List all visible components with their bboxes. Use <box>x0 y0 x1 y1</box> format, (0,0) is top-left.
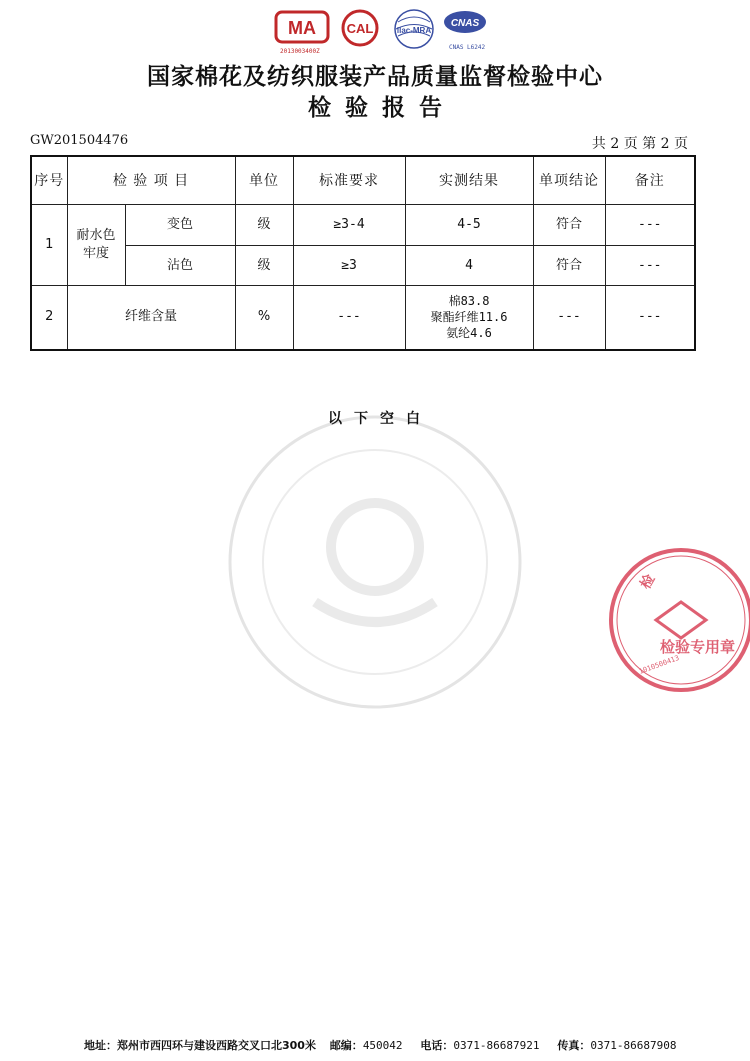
results-table <box>30 155 696 351</box>
table-row <box>31 205 695 246</box>
header-remark: 备注 <box>605 156 695 205</box>
address-label: 地址： <box>84 1039 117 1052</box>
row1-sub2-conclusion: 符合 <box>533 246 605 286</box>
row2-result-line: 聚酯纤维11.6 <box>430 310 508 325</box>
row1-sub1-unit: 级 <box>235 205 293 246</box>
cma-caption: 2013003400Z <box>280 48 320 55</box>
cal-logo <box>336 8 386 48</box>
accreditation-logos <box>274 8 488 54</box>
svg-text:检验专用章: 检验专用章 <box>660 638 736 656</box>
row2-result <box>405 286 533 350</box>
cnas-logo <box>442 8 488 48</box>
report-number: GW201504476 <box>30 133 129 148</box>
row1-sub2-result: 4 <box>405 246 533 286</box>
header-seq: 序号 <box>31 156 67 205</box>
table-header-row <box>31 156 695 205</box>
address: 郑州市西四环与建设西路交叉口北300米 <box>117 1039 316 1052</box>
inspection-seal <box>596 540 750 700</box>
row1-sub2-standard: ≥3 <box>293 246 405 286</box>
row2-item: 纤维含量 <box>67 286 235 350</box>
row1-sub1-conclusion: 符合 <box>533 205 605 246</box>
row2-result-line: 氨纶4.6 <box>446 326 492 341</box>
row1-sub1-standard: ≥3-4 <box>293 205 405 246</box>
header-conclusion: 单项结论 <box>533 156 605 205</box>
svg-text:1010500413: 1010500413 <box>637 653 681 676</box>
ilac-mra-logo <box>392 8 436 52</box>
row2-standard: --- <box>293 286 405 350</box>
header-standard: 标准要求 <box>293 156 405 205</box>
row1-group: 耐水色牢度 <box>67 205 125 286</box>
cma-logo <box>274 8 330 48</box>
table-row <box>31 286 695 350</box>
fax: 0371-86687908 <box>590 1039 677 1052</box>
page-info: 共 2 页 第 2 页 <box>591 136 688 152</box>
row2-conclusion: --- <box>533 286 605 350</box>
row1-sub1-remark: --- <box>605 205 695 246</box>
svg-text:CNAS: CNAS <box>450 18 480 29</box>
blank-below-note: 以下空白 <box>328 411 432 427</box>
org-title: 国家棉花及纺织服装产品质量监督检验中心 <box>147 63 603 90</box>
svg-text:MA: MA <box>288 18 316 38</box>
row1-sub2-name: 沾色 <box>125 246 235 286</box>
row2-remark: --- <box>605 286 695 350</box>
postcode-label: 邮编： <box>329 1039 363 1052</box>
svg-text:检: 检 <box>637 571 659 592</box>
header-item: 检 验 项 目 <box>67 156 235 205</box>
cnas-caption: CNAS L6242 <box>449 44 486 51</box>
row1-seq: 1 <box>31 205 67 286</box>
row1-sub2-unit: 级 <box>235 246 293 286</box>
row2-unit: % <box>235 286 293 350</box>
phone: 0371-86687921 <box>453 1039 540 1052</box>
header-unit: 单位 <box>235 156 293 205</box>
footer-contact <box>84 1037 690 1053</box>
row2-seq: 2 <box>31 286 67 350</box>
table-row <box>31 246 695 286</box>
row2-result-line: 棉83.8 <box>448 294 490 309</box>
header-result: 实测结果 <box>405 156 533 205</box>
watermark-emblem <box>225 412 525 712</box>
postcode: 450042 <box>362 1039 403 1052</box>
report-title: 检验报告 <box>308 94 456 121</box>
row1-sub1-name: 变色 <box>125 205 235 246</box>
fax-label: 传真： <box>557 1039 591 1052</box>
svg-text:ilac-MRA: ilac-MRA <box>396 26 432 35</box>
row1-sub2-remark: --- <box>605 246 695 286</box>
phone-label: 电话： <box>420 1039 454 1052</box>
row1-sub1-result: 4-5 <box>405 205 533 246</box>
svg-text:CAL: CAL <box>346 21 374 36</box>
